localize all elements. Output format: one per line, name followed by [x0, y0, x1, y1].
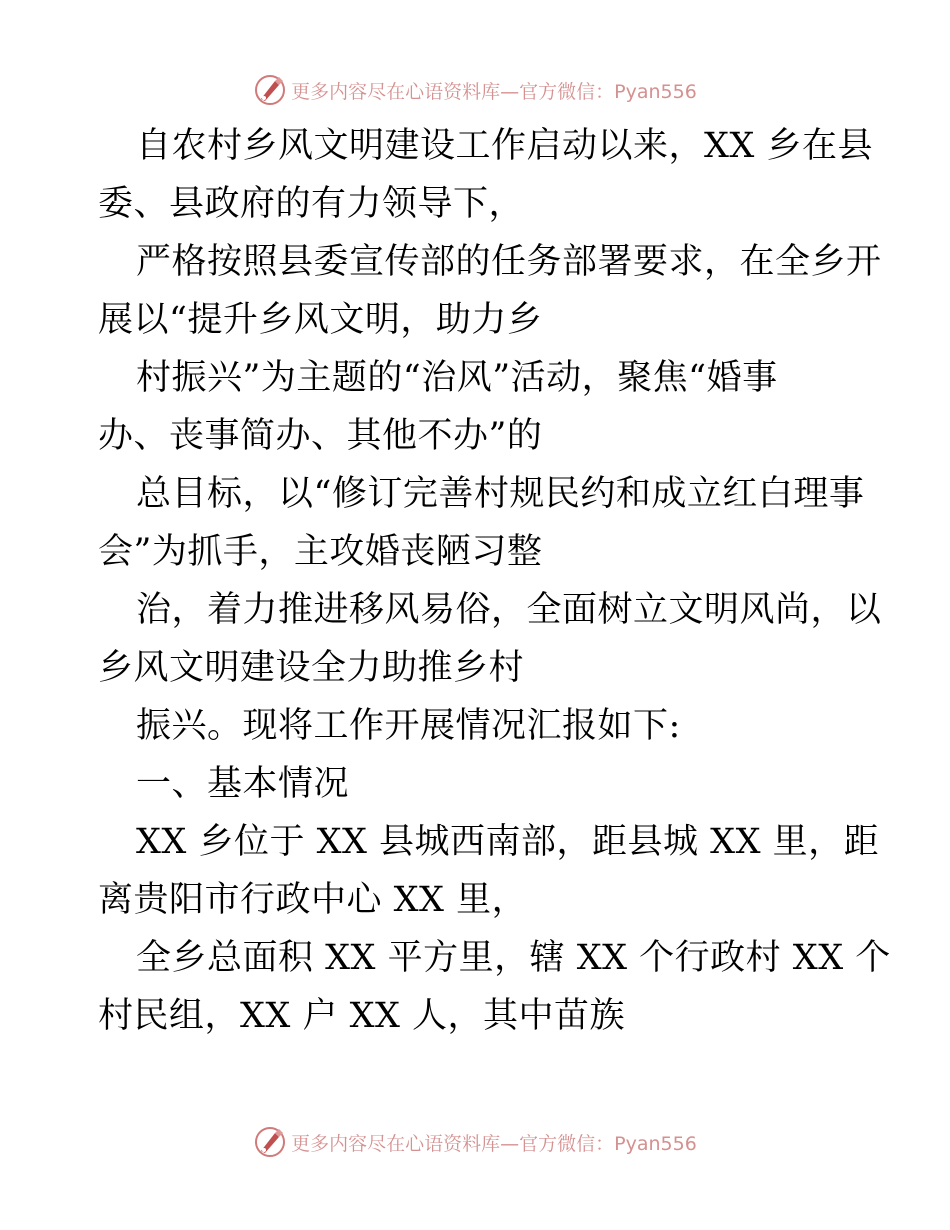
text-line: 振兴。现将工作开展情况汇报如下: — [136, 706, 681, 746]
text-line: 展以“提升乡风文明，助力乡 — [98, 300, 543, 340]
text-line: 乡风文明建设全力助推乡村 — [98, 648, 525, 688]
watermark-wechat-id: Pyan556 — [614, 80, 697, 103]
text-line: XX 乡位于 XX 县城西南部，距县城 XX 里，距 — [136, 822, 880, 862]
text-line: 治，着力推进移风易俗，全面树立文明风尚，以 — [136, 590, 882, 630]
text-line: 村振兴”为主题的“治风”活动，聚焦“婚事 — [136, 358, 778, 398]
text-line: 村民组，XX 户 XX 人，其中苗族 — [98, 996, 626, 1036]
watermark-text: 更多内容尽在心语资料库—官方微信：Pyan556 — [291, 80, 697, 103]
text-line: 离贵阳市行政中心 XX 里， — [98, 880, 528, 920]
header-watermark-banner — [0, 70, 950, 110]
text-line: 委、县政府的有力领导下， — [98, 184, 525, 224]
text-line: 自农村乡风文明建设工作启动以来，XX 乡在县 — [136, 126, 873, 166]
watermark-wechat-id: Pyan556 — [614, 1132, 697, 1155]
text-line: 会”为抓手，主攻婚丧陋习整 — [98, 532, 543, 572]
quill-pen-logo-icon — [253, 1125, 287, 1159]
quill-pen-logo-icon — [253, 73, 287, 107]
text-line: 全乡总面积 XX 平方里，辖 XX 个行政村 XX 个 — [136, 938, 891, 978]
watermark-text: 更多内容尽在心语资料库—官方微信：Pyan556 — [291, 1132, 697, 1155]
document-body — [98, 117, 891, 1045]
text-line: 严格按照县委宣传部的任务部署要求，在全乡开 — [136, 242, 882, 282]
footer-watermark-banner — [0, 1122, 950, 1162]
section-heading: 一、基本情况 — [136, 764, 350, 804]
text-line: 总目标，以“修订完善村规民约和成立红白理事 — [136, 474, 865, 514]
text-line: 办、丧事简办、其他不办”的 — [98, 416, 543, 456]
